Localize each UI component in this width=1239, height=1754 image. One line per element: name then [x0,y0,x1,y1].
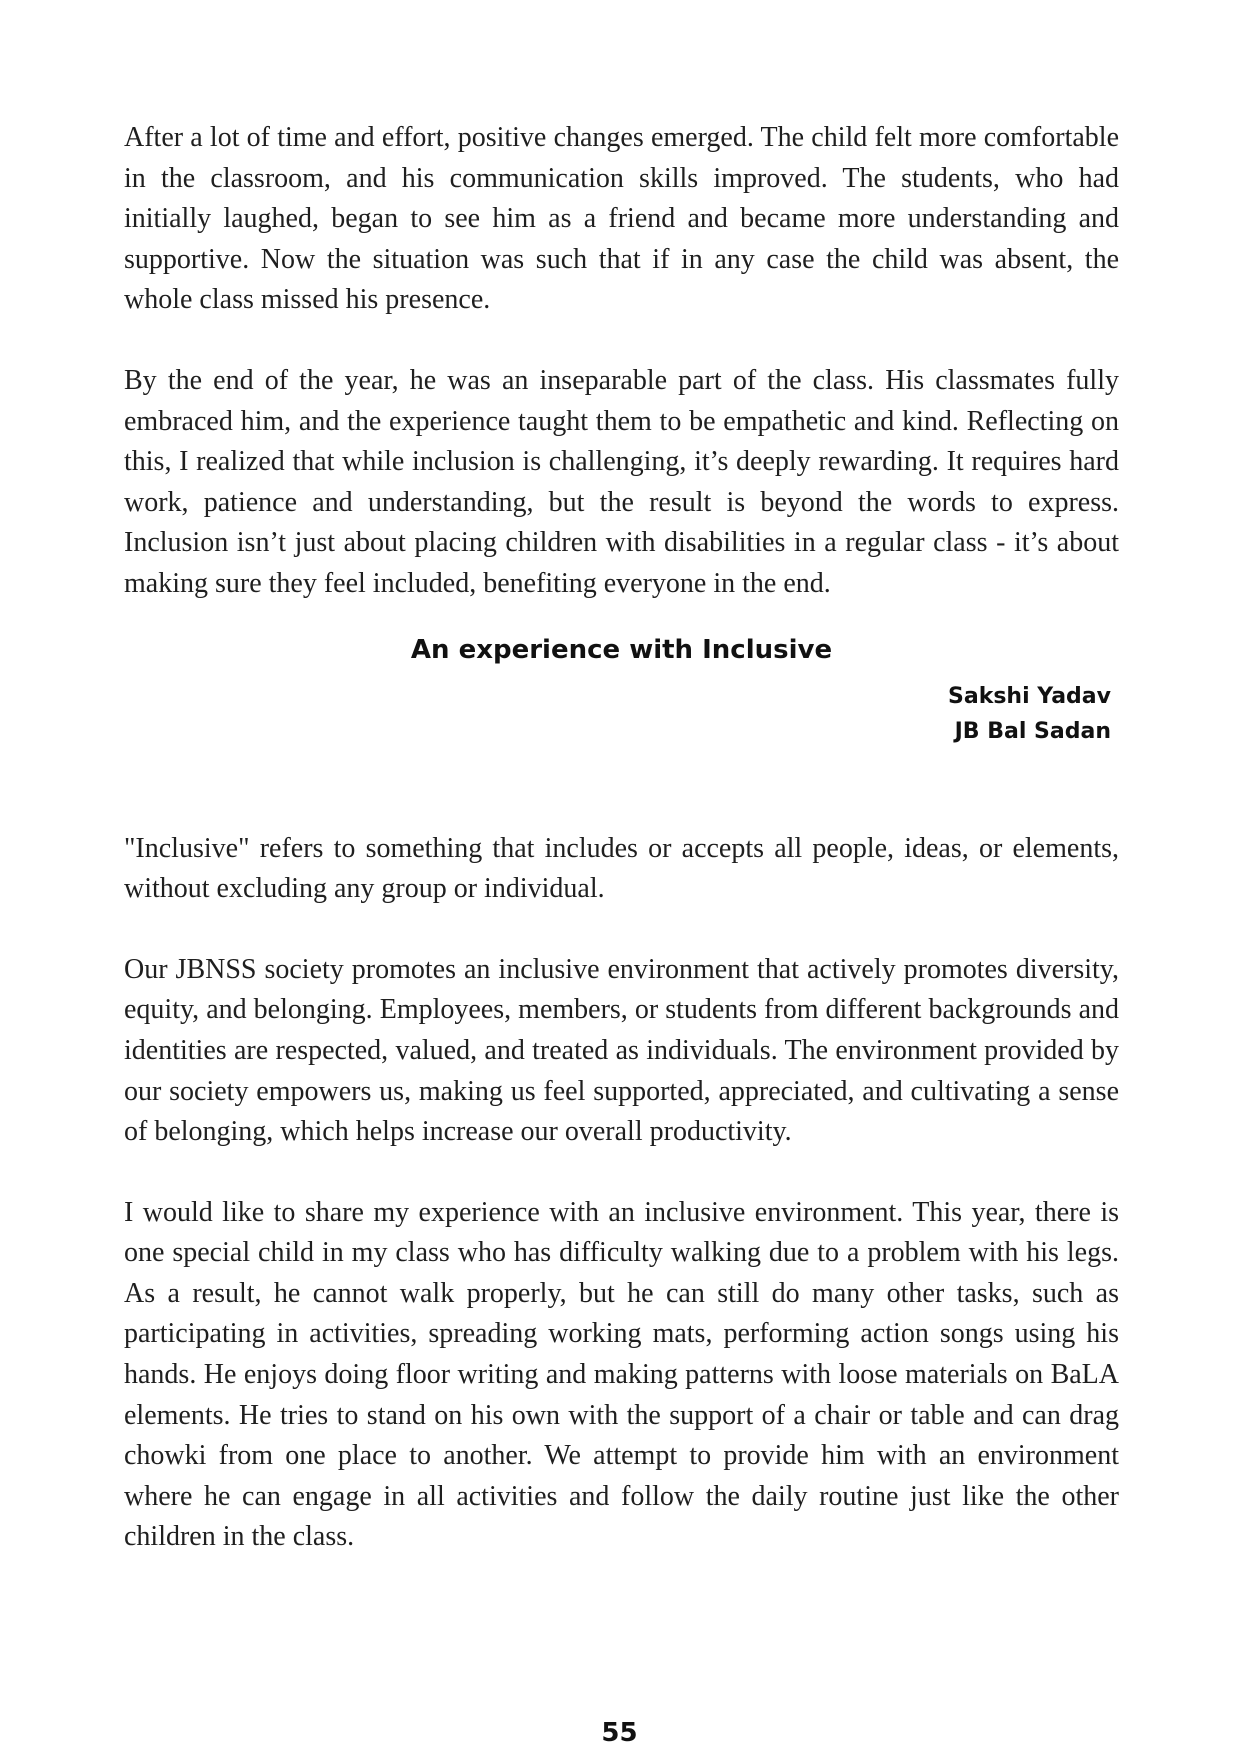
article-title: An experience with Inclusive [410,634,833,665]
page-number: 55 [601,1718,638,1748]
paragraph-year-end: By the end of the year, he was an inseparable part of the class. His classmates fully embraced him, and the experience taught them to be empathetic and kind. Reflecting on this, I realized that while inclusion is challenging, it’s deeply rewarding. It requires hard work, patience and understanding, but the result is beyond the words to express. Inclusion isn’t just about placing children with disabilities in a regular class - it’s about making sure they feel included, benefiting everyone in the end. [124,364,1119,599]
author-name: Sakshi Yadav [948,683,1111,709]
page-content [124,118,1119,1598]
paragraph-definition: "Inclusive" refers to something that includes or accepts all people, ideas, or elements, without excluding any group or individual. [124,832,1119,905]
paragraph-experience: I would like to share my experience with an inclusive environment. This year, there is one special child in my class who has difficulty walking due to a problem with his legs. As a result, he cannot walk properly, but he can still do many other tasks, such as participating in activities, spreading working mats, performing action songs using his hands. He enjoys doing floor writing and making patterns with loose materials on BaLA elements. He tries to stand on his own with the support of a chair or table and can drag chowki from one place to another. We attempt to provide him with an environment where he can engage in all activities and follow the daily routine just like the other children in the class. [124,1196,1119,1553]
paragraph-progress: After a lot of time and effort, positive changes emerged. The child felt more comfortable in the classroom, and his communication skills improved. The students, who had initially laughed, began to see him as a friend and became more understanding and supportive. Now the situation was such that if in any case the child was absent, the whole class missed his presence. [124,122,1119,316]
author-school: JB Bal Sadan [954,718,1111,744]
paragraph-society: Our JBNSS society promotes an inclusive environment that actively promotes diversity, equity, and belonging. Employees, members, or students from different backgrounds and identities are respected, valued, and treated as individuals. The environment provided by our society empowers us, making us feel supported, appreciated, and cultivating a sense of belonging, which helps increase our overall productivity. [124,953,1119,1148]
section-spacer [124,749,1119,829]
